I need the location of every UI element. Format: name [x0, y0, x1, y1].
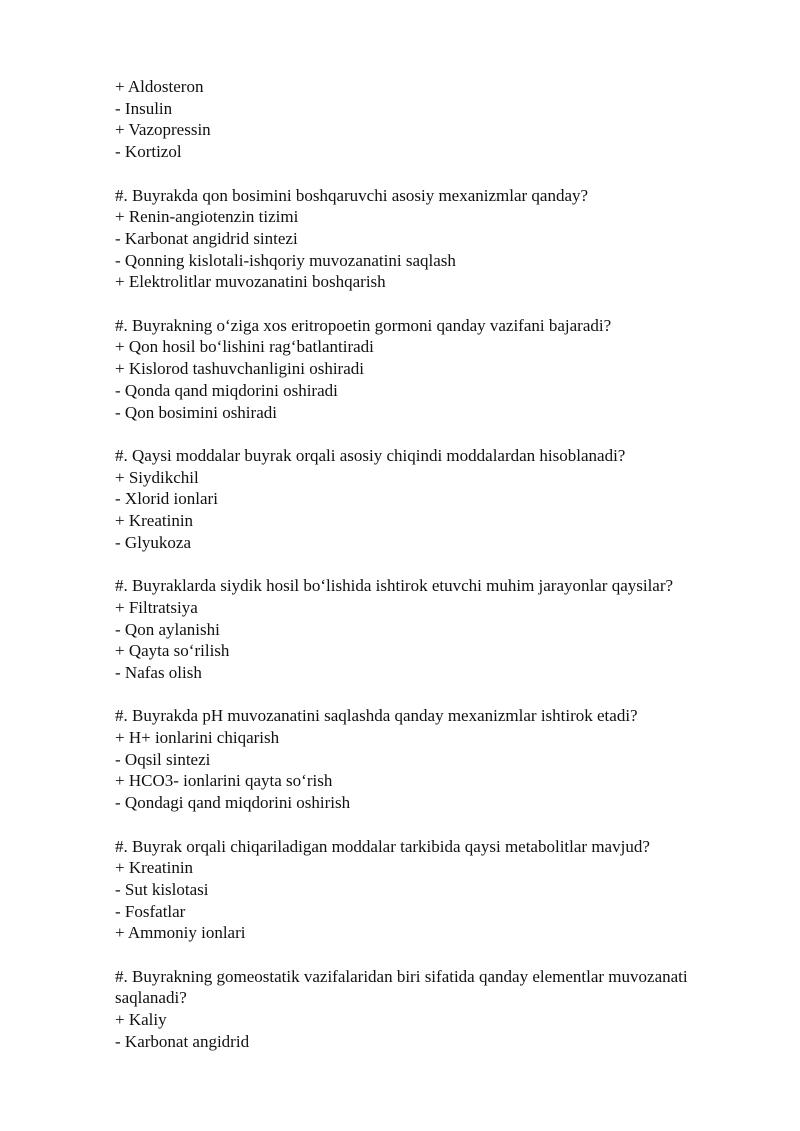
answer-option: - Glyukoza	[115, 532, 192, 552]
question-block	[115, 575, 755, 684]
answer-option: + Kaliy	[115, 1010, 167, 1030]
question-block	[115, 315, 755, 424]
answer-option: - Qondagi qand miqdorini oshirish	[115, 793, 351, 813]
question-text: #. Buyrakda qon bosimini boshqaruvchi asosiy mexanizmlar qanday?	[115, 185, 589, 205]
answer-option: + Filtratsiya	[115, 597, 198, 617]
question-block	[115, 445, 755, 554]
answer-option: + Aldosteron	[115, 77, 204, 96]
answer-option: - Oqsil sintezi	[115, 749, 211, 769]
answer-option: + Renin-angiotenzin tizimi	[115, 207, 299, 227]
answer-option: - Qonning kislotali-ishqoriy muvozanatini saqlash	[115, 250, 456, 270]
answer-option: + H+ ionlarini chiqarish	[115, 728, 280, 748]
answer-option: + Qayta so‘rilish	[115, 641, 230, 661]
question-text: #. Buyraklarda siydik hosil bo‘lishida ishtirok etuvchi muhim jarayonlar qaysilar?	[115, 576, 674, 596]
answer-option: - Qonda qand miqdorini oshiradi	[115, 380, 338, 400]
answer-option: + Elektrolitlar muvozanatini boshqarish	[115, 272, 386, 292]
question-text: #. Buyrak orqali chiqariladigan moddalar tarkibida qaysi metabolitlar mavjud?	[115, 836, 650, 856]
answer-option: + Vazopressin	[115, 120, 211, 140]
answer-option: + Qon hosil bo‘lishini rag‘batlantiradi	[115, 337, 374, 357]
question-text: #. Buyrakning gomeostatik vazifalaridan biri sifatida qanday elementlar muvozanati saqlanadi?	[115, 966, 688, 1008]
question-block	[115, 966, 755, 1053]
question-text: #. Buyrakning o‘ziga xos eritropoetin gormoni qanday vazifani bajaradi?	[115, 315, 612, 335]
answer-option: - Karbonat angidrid	[115, 1031, 250, 1051]
answer-option: - Fosfatlar	[115, 901, 186, 921]
answer-option: + Kislorod tashuvchanligini oshiradi	[115, 359, 364, 379]
question-text: #. Buyrakda pH muvozanatini saqlashda qanday mexanizmlar ishtirok etadi?	[115, 706, 638, 726]
answer-option: + HCO3- ionlarini qayta so‘rish	[115, 771, 333, 791]
question-block	[115, 185, 755, 294]
answer-option: + Ammoniy ionlari	[115, 923, 246, 943]
question-block	[115, 705, 755, 814]
answer-option: - Xlorid ionlari	[115, 489, 218, 509]
question-text: #. Qaysi moddalar buyrak orqali asosiy chiqindi moddalardan hisoblanadi?	[115, 445, 626, 465]
answer-option: - Insulin	[115, 98, 173, 118]
answer-option: - Kortizol	[115, 142, 182, 162]
answer-option: - Nafas olish	[115, 662, 202, 682]
answer-option: + Kreatinin	[115, 511, 194, 531]
intro-option-list	[115, 76, 755, 163]
answer-option: + Siydikchil	[115, 467, 199, 487]
answer-option: + Kreatinin	[115, 858, 194, 878]
answer-option: - Qon bosimini oshiradi	[115, 402, 277, 422]
answer-option: - Qon aylanishi	[115, 619, 220, 639]
answer-option: - Sut kislotasi	[115, 879, 209, 899]
document-page	[115, 76, 755, 1074]
answer-option: - Karbonat angidrid sintezi	[115, 228, 298, 248]
question-block	[115, 836, 755, 945]
